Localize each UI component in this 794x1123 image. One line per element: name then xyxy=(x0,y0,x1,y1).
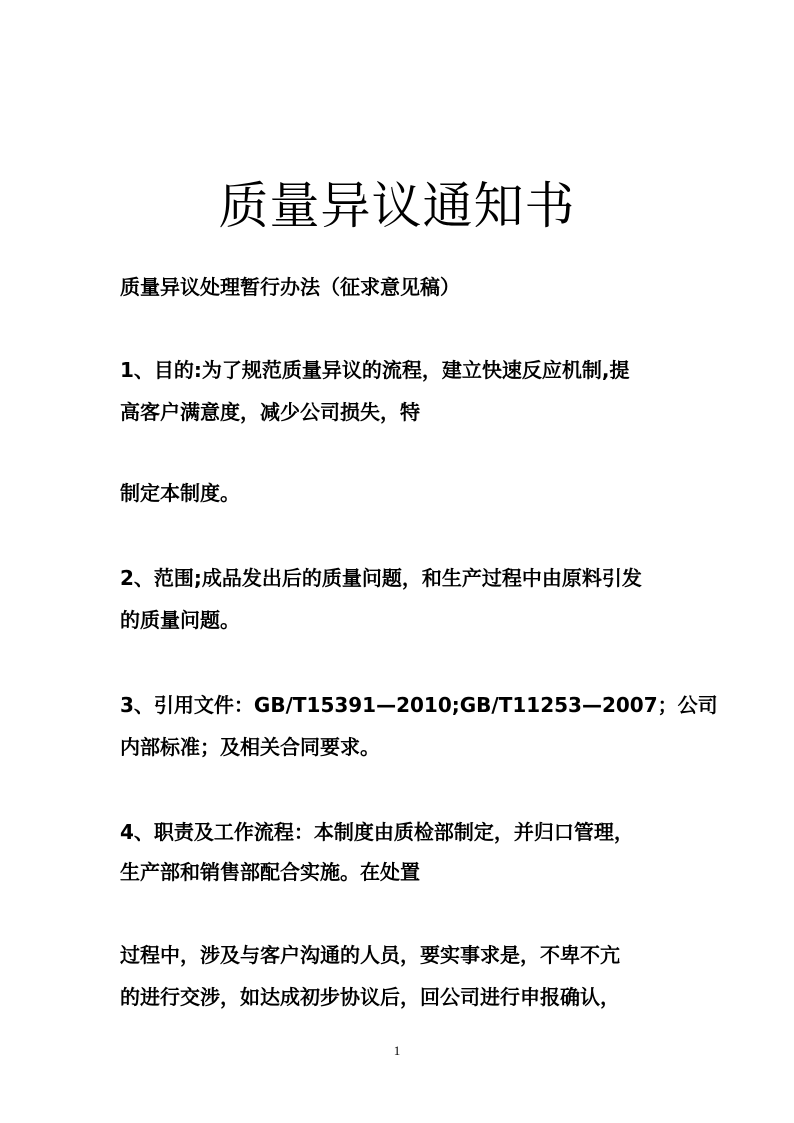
paragraph-line: 的质量问题。 xyxy=(120,608,240,632)
paragraph-line: 1、目的:为了规范质量异议的流程，建立快速反应机制,提 xyxy=(120,358,630,382)
page-number: 1 xyxy=(393,1043,401,1058)
paragraph-line: 4、职责及工作流程：本制度由质检部制定，并归口管理， xyxy=(120,820,634,844)
paragraph-line: 制定本制度。 xyxy=(120,481,240,505)
document-title: 质量异议通知书 xyxy=(218,176,576,235)
paragraph-line: 高客户满意度，减少公司损失，特 xyxy=(120,400,420,424)
paragraph-line: 的进行交涉，如达成初步协议后，回公司进行申报确认， xyxy=(120,985,620,1009)
paragraph-line: 内部标准；及相关合同要求。 xyxy=(120,735,380,759)
document-subtitle: 质量异议处理暂行办法（征求意见稿） xyxy=(120,275,460,299)
paragraph-line: 过程中，涉及与客户沟通的人员，要实事求是，不卑不亢 xyxy=(120,943,620,967)
paragraph-line: 2、范围;成品发出后的质量问题，和生产过程中由原料引发 xyxy=(120,566,642,590)
paragraph-line: 3、引用文件：GB/T15391—2010;GB/T11253—2007；公司 xyxy=(120,693,718,717)
paragraph-line: 生产部和销售部配合实施。在处置 xyxy=(120,860,420,884)
